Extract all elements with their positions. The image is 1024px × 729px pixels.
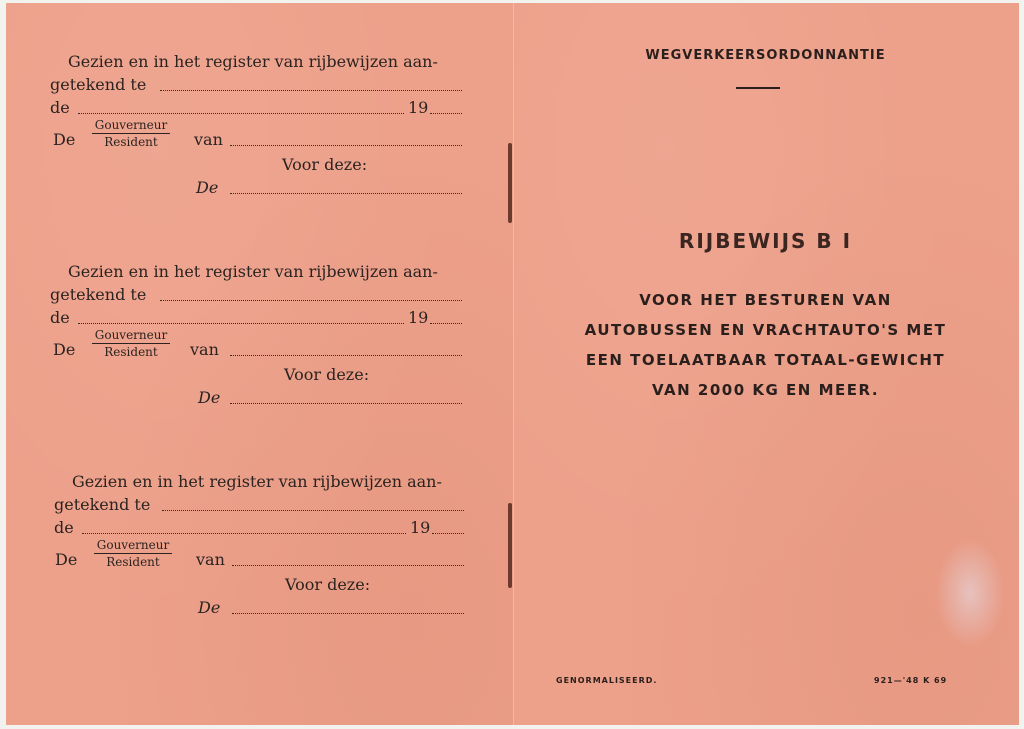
year-blank: [430, 113, 462, 114]
fraction-numerator: Gouverneur: [94, 118, 168, 132]
signature-blank: [230, 193, 462, 194]
place-blank: [162, 510, 464, 511]
signature-label: De: [198, 388, 221, 407]
fraction-denominator: Resident: [104, 345, 158, 359]
year-label: 19: [408, 98, 429, 117]
registration-entry-3: [50, 468, 470, 658]
van-blank: [230, 145, 462, 146]
year-label: 19: [410, 518, 431, 537]
signature-blank: [230, 403, 462, 404]
ordinance-header: WEGVERKEERSORDONNANTIE: [645, 48, 886, 63]
fraction-numerator: Gouverneur: [94, 328, 168, 342]
de-label: De: [53, 130, 76, 149]
entry-line1: Gezien en in het register van rijbewijzen aan-: [72, 472, 442, 491]
footer-form-number: 921—'48 K 69: [874, 676, 948, 685]
entry-line2: getekend te: [50, 75, 147, 94]
date-label: de: [50, 308, 70, 327]
description-line-4: VAN 2000 KG EN MEER.: [651, 381, 880, 399]
date-blank: [78, 323, 404, 324]
entry-line1: Gezien en in het register van rijbewijzen aan-: [68, 262, 438, 281]
registration-entry-2: [50, 258, 470, 448]
registration-entry-1: [50, 48, 470, 238]
fraction-denominator: Resident: [104, 135, 158, 149]
staple-top: [508, 143, 512, 223]
description-line-3: EEN TOELAATBAAR TOTAAL-GEWICHT: [585, 351, 946, 369]
van-label: van: [196, 550, 225, 569]
fraction-numerator: Gouverneur: [96, 538, 170, 552]
date-blank: [82, 533, 406, 534]
place-blank: [160, 90, 462, 91]
staple-bottom: [508, 503, 512, 588]
de-label: De: [53, 340, 76, 359]
signature-label: De: [198, 598, 221, 617]
date-blank: [78, 113, 404, 114]
year-label: 19: [408, 308, 429, 327]
title-fraction: [92, 328, 170, 359]
paper-stain: [935, 538, 1005, 648]
voor-deze-label: Voor deze:: [285, 575, 371, 594]
year-blank: [430, 323, 462, 324]
description-line-2: AUTOBUSSEN EN VRACHTAUTO'S MET: [584, 321, 947, 339]
footer-normalized: GENORMALISEERD.: [556, 676, 658, 685]
place-blank: [160, 300, 462, 301]
license-booklet: [0, 3, 1024, 725]
fraction-bar: [92, 343, 170, 344]
voor-deze-label: Voor deze:: [282, 155, 368, 174]
de-label: De: [55, 550, 78, 569]
van-blank: [232, 565, 464, 566]
voor-deze-label: Voor deze:: [284, 365, 370, 384]
van-label: van: [190, 340, 219, 359]
year-blank: [432, 533, 464, 534]
entry-line1: Gezien en in het register van rijbewijzen aan-: [68, 52, 438, 71]
fraction-bar: [94, 553, 172, 554]
license-title: RIJBEWIJS B I: [678, 229, 853, 253]
date-label: de: [50, 98, 70, 117]
title-fraction: [94, 538, 172, 569]
fraction-bar: [92, 133, 170, 134]
van-label: van: [194, 130, 223, 149]
header-rule: [736, 87, 780, 89]
signature-blank: [232, 613, 464, 614]
entry-line2: getekend te: [54, 495, 151, 514]
entry-line2: getekend te: [50, 285, 147, 304]
signature-label: De: [196, 178, 219, 197]
title-fraction: [92, 118, 170, 149]
description-line-1: VOOR HET BESTUREN VAN: [639, 291, 892, 309]
van-blank: [230, 355, 462, 356]
date-label: de: [54, 518, 74, 537]
fraction-denominator: Resident: [106, 555, 160, 569]
